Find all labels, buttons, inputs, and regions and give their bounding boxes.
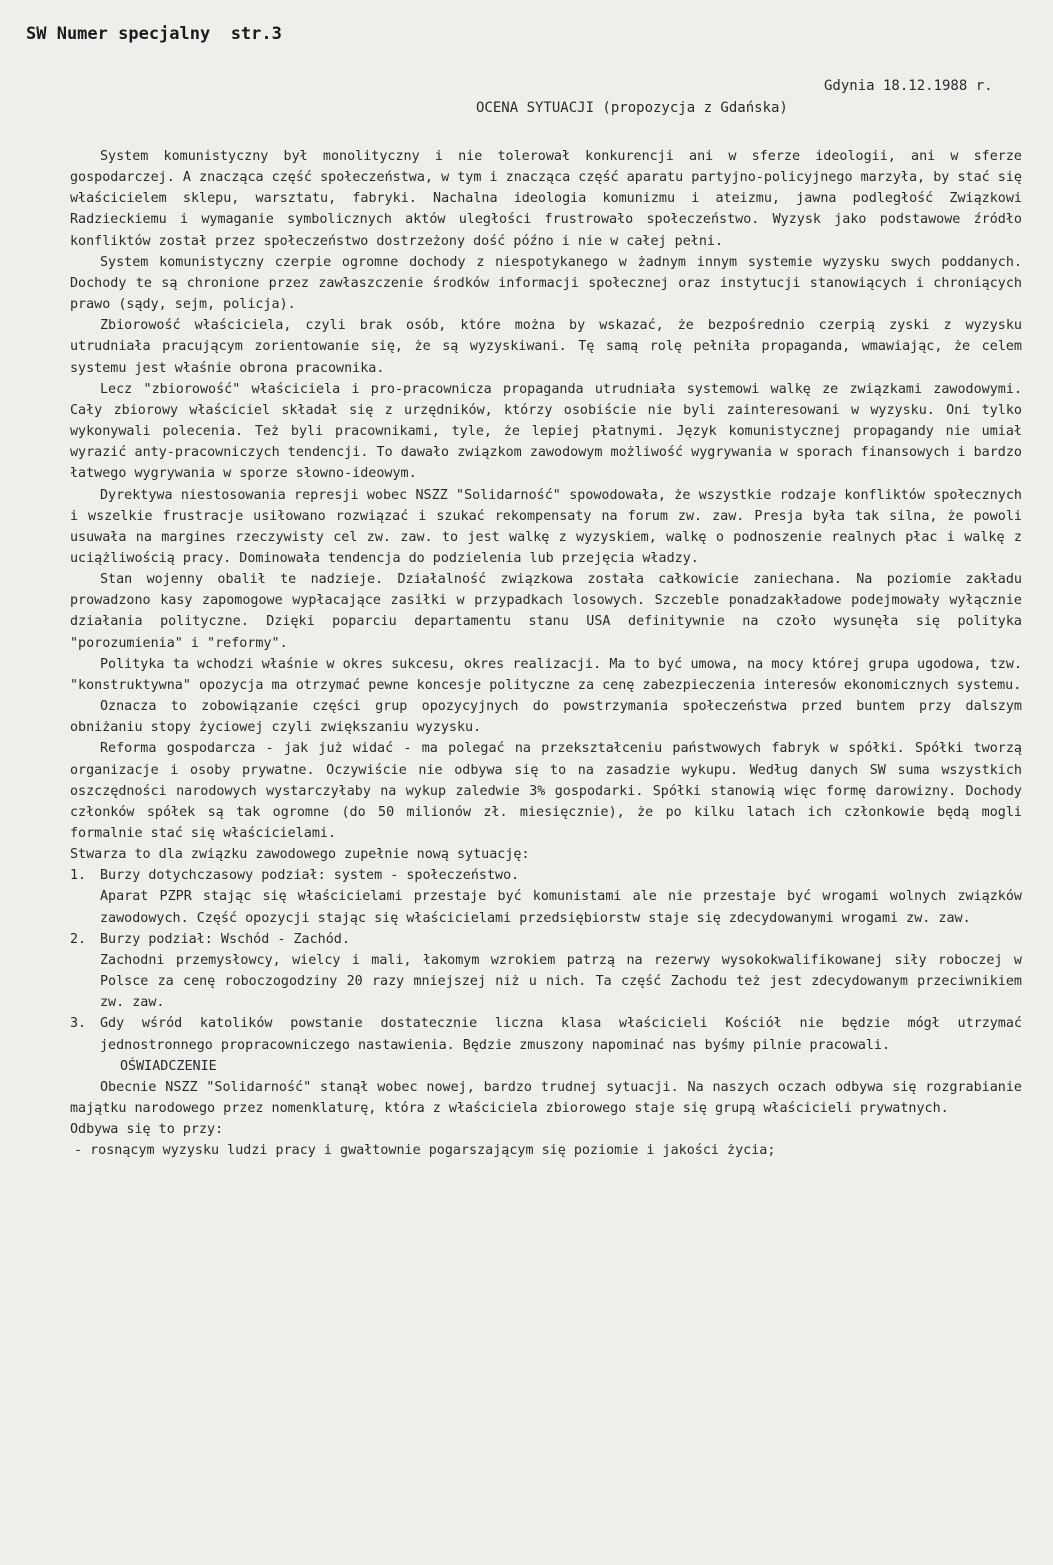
paragraph: Obecnie NSZZ "Solidarność" stanął wobec nowej, bardzo trudnej sytuacji. Na naszych oczach odbywa się rozgrabianie majątku narodowego przez nomenklaturę, która z właściciela zbiorowego staje się grupą właścicieli prywatnych. (70, 1079, 1022, 1117)
paragraph: Zbiorowość właściciela, czyli brak osób, które można by wskazać, że bezpośrednio czerpią zyski z wyzysku utrudniała pracującym zorientowanie się, że są wyzyskiwani. Tę samą rolę pełniła propaganda, wmawiając, że celem systemu jest właśnie obrona pracownika. (70, 318, 1022, 376)
paragraph: Oznacza to zobowiązanie części grup opozycyjnych do powstrzymania społeczeństwa przed buntem przy dalszym obniżaniu stopy życiowej czyli zwiększaniu wyzysku. (70, 699, 1022, 736)
paragraph: Reforma gospodarcza - jak już widać - ma polegać na przekształceniu państwowych fabryk w spółki. Spółki tworzą organizacje i osoby prywatne. Oczywiście nie odbywa się to na zasadzie wykupu. Według danych SW suma wszystkich oszczędności narodowych wystarczyłaby na wykup zaledwie 3% gospodarki. Spółki stanowią więc formę darowizny. Dochody członków spółek są tak ogromne (do 50 milionów zł. miesięcznie), że po kilku latach ich członkowie będą mogli formalnie stać się właścicielami. (70, 741, 1022, 841)
list-intro: Stwarza to dla związku zawodowego zupełnie nową sytuację: (70, 847, 530, 863)
list-item (70, 865, 1022, 928)
list-item-line: Burzy dotychczasowy podział: system - społeczeństwo. (100, 868, 520, 884)
list-item (70, 1013, 1022, 1055)
numbered-list (70, 865, 1022, 1055)
list-item-line: Zachodni przemysłowcy, wielcy i mali, łakomym wzrokiem patrzą na rezerwy wysokokwalifikowanej siły roboczej w Polsce za cenę roboczogodziny 20 razy mniejszej niż u nich. Ta część Zachodu też jest zdecydowanym przeciwnikiem zw. zaw. (100, 952, 1022, 1011)
list-item-line: Aparat PZPR stając się właścicielami przestaje być komunistami ale nie przestaje być wrogami wolnych związków zawodowych. Część opozycji stając się właścicielami przedsiębiorstw staje się zdecydowanymi wrogami zw. zaw. (100, 889, 1022, 926)
list-item-number: 2. (70, 931, 87, 947)
page-header: SW Numer specjalny str.3 (26, 24, 282, 44)
paragraph: Polityka ta wchodzi właśnie w okres sukcesu, okres realizacji. Ma to być umowa, na mocy której grupa ugodowa, tzw. "konstruktywna" opozycja ma otrzymać pewne koncesje polityczne za cenę zabezpieczenia interesów ekonomicznych systemu. (70, 656, 1022, 693)
paragraph: Lecz "zbiorowość" właściciela i pro-pracownicza propaganda utrudniała systemowi walkę ze związkami zawodowymi. Cały zbiorowy właściciel składał się z urzędników, którzy osobiście nie byli zainteresowani w wyzysku. Oni tylko wykonywali polecenia. Też byli pracownikami, tyle, że lepiej płatnymi. Język komunistycznej propagandy nie umiał wyrazić anty-pracowniczych tendencji. To dawało związkom zawodowym możliwość wygrywania w sporach finansowych i bardzo łatwego wygrywania w sporze słowno-ideowym. (70, 381, 1022, 482)
list-item-number: 3. (70, 1016, 87, 1032)
dateline: Gdynia 18.12.1988 r. (824, 78, 993, 94)
list-item-number: 1. (70, 868, 87, 884)
list-item-line: Gdy wśród katolików powstanie dostatecznie liczna klasa właścicieli Kościół nie będzie mógł utrzymać jednostronnego propracowniczego nastawienia. Będzie zmuszony napominać nas byśmy pilnie pracowali. (100, 1016, 1022, 1053)
section-title: OŚWIADCZENIE (120, 1058, 217, 1074)
list-item-line: Burzy podział: Wschód - Zachód. (100, 931, 350, 947)
section-lead: Odbywa się to przy: (70, 1122, 224, 1138)
paragraph: Stan wojenny obalił te nadzieje. Działalność związkowa została całkowicie zaniechana. Na poziomie zakładu prowadzono kasy zapomogowe wypłacające zasiłki w przypadkach losowych. Szczeble ponadzakładowe podejmowały wyłącznie działania polityczne. Dzięki poparciu departamentu stanu USA definitywnie na czoło wysunęła się polityka "porozumienia" i "reformy". (70, 572, 1022, 651)
paragraph: System komunistyczny czerpie ogromne dochody z niespotykanego w żadnym innym systemie wyzysku swych poddanych. Dochody te są chronione przez zawłaszczenie środków informacji społecznej oraz instytucji stanowiących i chroniących prawo (sądy, sejm, policja). (70, 254, 1022, 313)
document-title: OCENA SYTUACJI (propozycja z Gdańska) (476, 100, 788, 116)
paragraph: System komunistyczny był monolityczny i nie tolerował konkurencji ani w sferze ideologii, ani w sferze gospodarczej. A znacząca część społeczeństwa, w tym i znacząca część aparatu partyjno-policyjnego marzyła, by stać się właścicielem sklepu, warsztatu, fabryki. Nachalna ideologia komunizmu i ateizmu, jawna podległość Związkowi Radzieckiemu i wymaganie symbolicznych aktów uległości frustrowało społeczeństwo. Wyzysk jako podstawowe źródło konfliktów został przez społeczeństwo dostrzeżony dość późno i nie w całej pełni. (70, 149, 1022, 249)
document-body (70, 146, 1022, 1162)
list-item (70, 929, 1022, 1014)
dash-list-item: - rosnącym wyzysku ludzi pracy i gwałtownie pogarszającym się poziomie i jakości życia; (74, 1143, 776, 1159)
paragraph: Dyrektywa niestosowania represji wobec NSZZ "Solidarność" spowodowała, że wszystkie rodzaje konfliktów społecznych i wszelkie frustracje usiłowano rozwiązać i szukać rekompensaty na forum zw. zaw. Presja była tak silna, że powoli usuwała na margines rzeczywisty cel zw. zaw. to jest walkę z wyzyskiem, walkę o podnoszenie realnych płac i walkę z uciążliwością pracy. Dominowała tendencja do podzielenia lub przejęcia władzy. (70, 487, 1022, 566)
dash-list (70, 1140, 1022, 1161)
